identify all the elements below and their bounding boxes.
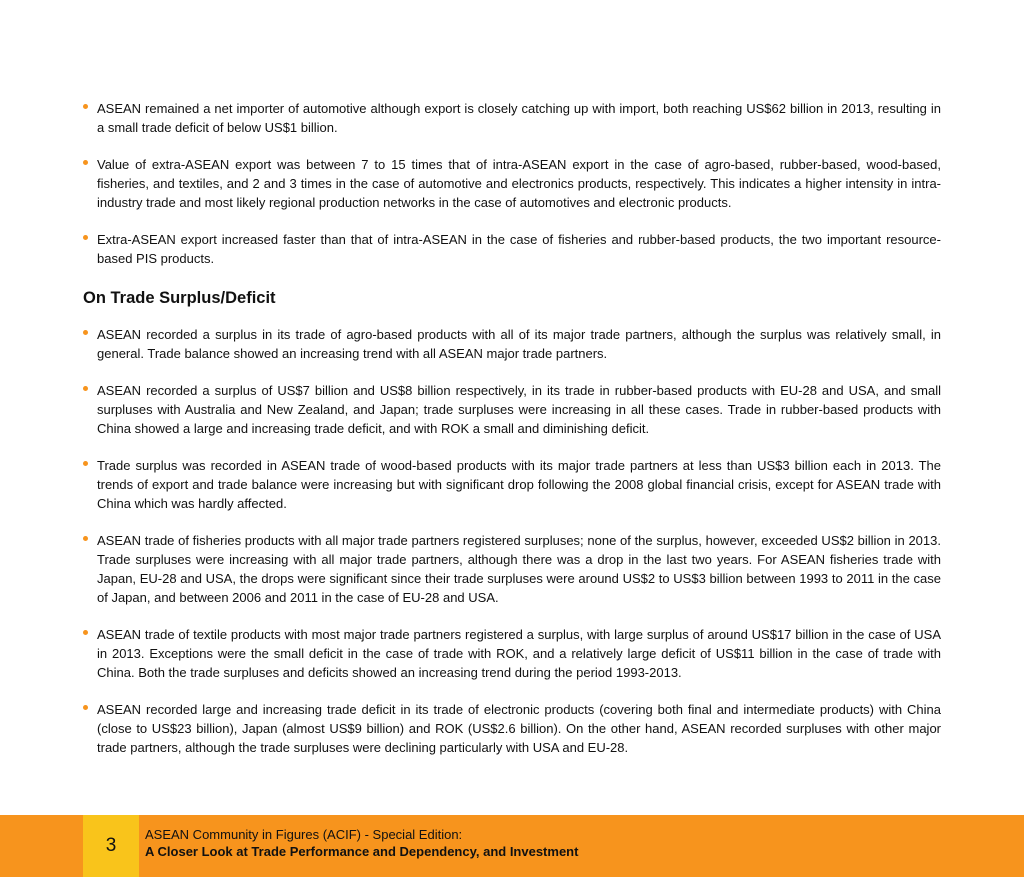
bullet-icon	[83, 630, 88, 635]
list-item	[83, 155, 941, 212]
list-item	[83, 99, 941, 137]
page-number: 3	[83, 815, 139, 877]
bullet-text: ASEAN recorded a surplus of US$7 billion and US$8 billion respectively, in its trade in rubber-based products with EU-28 and USA, and small surpluses with Australia and New Zealand, and Japan; trade surpluses were increasing in all these cases. Trade in rubber-based products with China showed a large and increasing trade deficit, and with ROK a small and diminishing deficit.	[97, 383, 941, 436]
bullet-text: Trade surplus was recorded in ASEAN trade of wood-based products with its major trade partners at less than US$3 billion each in 2013. The trends of export and trade balance were increasing but with significant drop following the 2008 global financial crisis, except for ASEAN trade with China which was hardly affected.	[97, 458, 941, 511]
list-item	[83, 230, 941, 268]
bullet-icon	[83, 330, 88, 335]
bullet-text: ASEAN remained a net importer of automotive although export is closely catching up with import, both reaching US$62 billion in 2013, resulting in a small trade deficit of below US$1 billion.	[97, 101, 941, 135]
bullet-icon	[83, 386, 88, 391]
bullet-text: ASEAN recorded large and increasing trade deficit in its trade of electronic products (covering both final and intermediate products) with China (close to US$23 billion), Japan (almost US$9 billion) and ROK (US$2.6 billion). On the other hand, ASEAN recorded surpluses with other major trade partners, although the trade surpluses were declining particularly with USA and EU-28.	[97, 702, 941, 755]
bullet-text: ASEAN trade of fisheries products with all major trade partners registered surpluses; none of the surplus, however, exceeded US$2 billion in 2013. Trade surpluses were increasing with all major trade partners, although there was a drop in the last two years. For ASEAN fisheries trade with Japan, EU-28 and USA, the drops were significant since their trade surpluses were around US$2 to US$3 billion between 1993 to 2011 in the case of Japan, and between 2006 and 2011 in the case of EU-28 and USA.	[97, 533, 941, 605]
footer-line-1: ASEAN Community in Figures (ACIF) - Special Edition:	[145, 827, 463, 842]
section-heading: On Trade Surplus/Deficit	[83, 289, 276, 307]
list-item	[83, 325, 941, 363]
list-item	[83, 456, 941, 513]
list-item	[83, 531, 941, 607]
bullet-icon	[83, 461, 88, 466]
bullet-text: ASEAN recorded a surplus in its trade of agro-based products with all of its major trade partners, although the surplus was relatively small, in general. Trade balance showed an increasing trend with all ASEAN major trade partners.	[97, 327, 941, 361]
bullet-icon	[83, 104, 88, 109]
footer-line-2: A Closer Look at Trade Performance and Dependency, and Investment	[145, 844, 579, 859]
list-item	[83, 700, 941, 757]
summary-bullet-list	[83, 99, 941, 268]
footer-title	[145, 826, 578, 860]
bullet-icon	[83, 160, 88, 165]
trade-surplus-bullet-list	[83, 325, 941, 757]
list-item	[83, 381, 941, 438]
list-item	[83, 625, 941, 682]
bullet-text: Value of extra-ASEAN export was between 7 to 15 times that of intra-ASEAN export in the case of agro-based, rubber-based, wood-based, fisheries, and textiles, and 2 and 3 times in the case of automotive and electronics products, respectively. This indicates a higher intensity in intra-industry trade and most likely regional production networks in the case of automotives and electronic products.	[97, 157, 941, 210]
page-content	[83, 99, 941, 775]
bullet-icon	[83, 536, 88, 541]
page-footer	[0, 815, 1024, 877]
bullet-text: ASEAN trade of textile products with most major trade partners registered a surplus, with large surplus of around US$17 billion in the case of USA in 2013. Exceptions were the small deficit in the case of trade with ROK, and a relatively large deficit of US$11 billion in the case of trade with China. Both the trade surpluses and deficits showed an increasing trend during the period 1993-2013.	[97, 627, 941, 680]
bullet-icon	[83, 235, 88, 240]
bullet-icon	[83, 705, 88, 710]
bullet-text: Extra-ASEAN export increased faster than that of intra-ASEAN in the case of fisheries and rubber-based products, the two important resource-based PIS products.	[97, 232, 941, 266]
